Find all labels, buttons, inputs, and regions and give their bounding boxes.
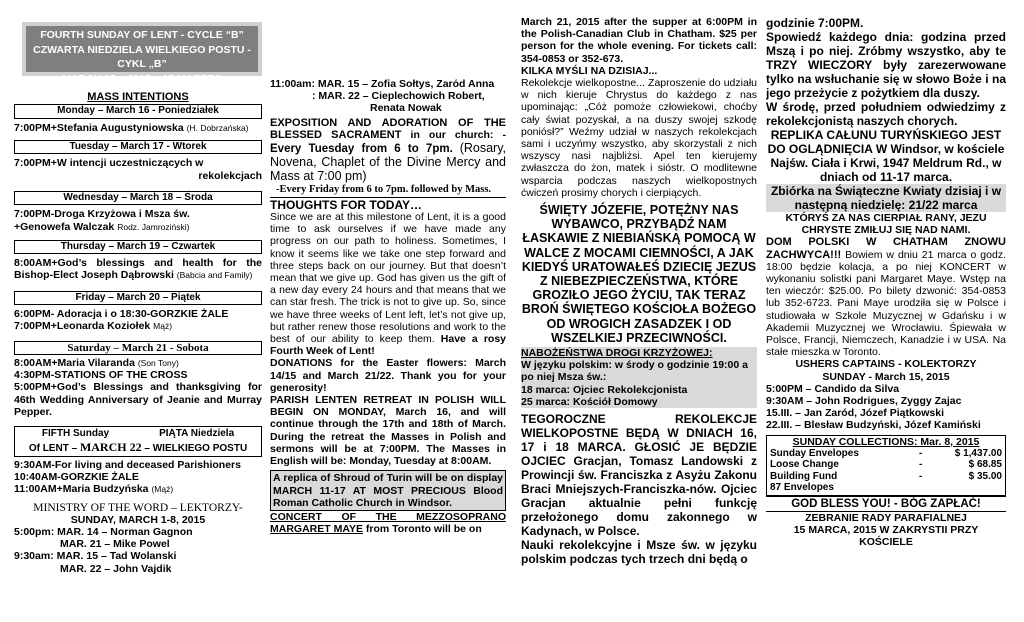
ministry-heading: MINISTRY OF THE WORD – LEKTORZY- (33, 501, 243, 514)
day-header-wednesday: Wednesday – March 18 – Środa (14, 191, 262, 206)
intention-wednesday-1: 7:00PM-Droga Krzyżowa i Msza św. (14, 208, 190, 221)
god-bless-text: GOD BLESS YOU! - BÓG ZAPŁAĆ! (766, 496, 1006, 512)
droga-heading: NABOŻEŃSTWA DROGI KRZYŻOWEJ: (521, 347, 713, 360)
kilka-heading: KILKA MYŚLI NA DZISIAJ... (521, 64, 658, 77)
usher-4: 22.III. – Blesław Budzyński, Józef Kamiński (766, 419, 981, 432)
nauki-text: Nauki rekolekcyjne i Msze św. w języku polskim podczas tych trzech dni będą o (521, 538, 757, 567)
banner-line-2: CZWARTA NIEDZIELA WIELKIEGO POSTU - CYKL „B” (33, 43, 251, 70)
column-2 (270, 0, 506, 622)
intention-sunday-3: 11:00AM+Maria Budzyńska (Mąż) (14, 483, 174, 496)
ushers-heading-2: SUNDAY - March 15, 2015 (822, 370, 950, 383)
intention-friday-1: 6:00PM- Adoracja i o 18:30-GORZKIE ŻALE (14, 308, 229, 321)
intention-saturday-1: 8:00AM+Maria Vilaranda (Son Tony) (14, 357, 179, 370)
spowiedz-text: Spowiedź każdego dnia: godzina przed Mszą i po niej. Zróbmy wszystko, aby te TRZY WIECZORY były zarezerwowane tylko na wsłuchanie się w słowo Boże i na jego przeżycie z pożytkiem dla duszy. (766, 30, 1006, 100)
concert-text: CONCERT OF THE MEZZOSOPRANO MARGARET MAYE from Toronto will be on (270, 510, 506, 536)
kilka-body: Rekolekcje wielkopostne... Zaproszenie do udziału w nich kieruje Chrystus do każdego z nas upominając: „Cóż pomoże człowiekowi, choćby cały świat pozyskał, a na duszy swojej szkodę poniósł?” Weźmy udział w naszych rekolekcjach sami i uczyńmy wszystko, aby skorzystali z nich wszyscy nasi najbliżsi. Apel ten kierujemy zwłaszcza do żon, matek i sióstr. O modlitewne wsparcia podczas naszych wielkopostnych ćwiczeń prosimy chorych i cierpiących. (521, 77, 757, 199)
retreat-text: PARISH LENTEN RETREAT IN POLISH WILL BEGIN ON MONDAY, March 16, and will continue through the 17th and 18th of March. During the retreat the Masses in Polish and sermons will be at 7:00PM. The Masses in English will be: Monday, Tuesday at 8:00AM. (270, 394, 506, 468)
lector-4: MAR. 22 – John Vajdik (60, 562, 172, 575)
intention-thursday: 8:00AM+God’s blessings and health for the Bishop-Elect Joseph Dąbrowski (Babcia and Family) (14, 257, 262, 282)
zbiorka-text: Zbiórka na Świąteczne Kwiaty dzisiaj i w następną niedzielę: 21/22 marca (766, 184, 1006, 212)
intention-monday: 7:00PM+Stefania Augustyniowska (H. Dobrzańska) (14, 121, 249, 134)
collections-box (766, 435, 1006, 496)
intention-saturday-2: 4:30PM-STATIONS OF THE CROSS (14, 369, 188, 382)
thoughts-heading: THOUGHTS FOR TODAY… (270, 197, 423, 212)
ushers-heading-1: USHERS CAPTAINS - KOLEKTORZY (795, 358, 977, 371)
day-header-saturday: Saturday – March 21 - Sobota (14, 341, 262, 356)
collection-row: Sunday Envelopes - $ 1,437.00 (770, 447, 1002, 459)
lector-7: Renata Nowak (370, 102, 442, 115)
usher-2: 9:30AM – John Rodrigues, Zyggy Zajac (766, 395, 962, 408)
usher-3: 15.III. – Jan Zaród, Józef Piątkowski (766, 407, 944, 420)
exposition-friday: -Every Friday from 6 to 7pm. followed by Mass. (270, 184, 506, 198)
exposition-text: EXPOSITION AND ADORATION OF THE BLESSED SACRAMENT in our church: - Every Tuesday from 6 to 7pm. (Rosary, Novena, Chaplet of the Divine Mercy and Mass at 7:00 pm) (270, 116, 506, 184)
day-header-thursday: Thursday – March 19 – Czwartek (14, 240, 262, 255)
droga-2: 18 marca: Ojciec Rekolekcjonista (521, 383, 688, 396)
envelopes-count: 87 Envelopes (770, 482, 834, 494)
lector-1: 5:00pm: MAR. 14 – Norman Gagnon (14, 526, 193, 539)
intention-sunday-2: 10:40AM-GORZKIE ŻALE (14, 471, 139, 484)
column-4 (766, 0, 1006, 622)
column-3 (521, 0, 757, 622)
day-header-tuesday: Tuesday – March 17 - Wtorek (14, 140, 262, 155)
banner-line-3: MARCH 15 – 2015 – 15 MARZEC (62, 72, 222, 85)
lector-5: 11:00am: MAR. 15 – Zofia Sołtys, Zarόd Anna (270, 78, 495, 90)
dom-polski-text: DOM POLSKI W CHATHAM ZNOWU ZACHWYCA!!! Bowiem w dniu 21 marca o godz. 18:00 będzie kolacja, a po niej KONCERT w wykonaniu solistki pani Margaret Maye. Wstęp na ten wieczór: $25.00. Po bilety dzwonić: 354-0853 lub 352-6723. Pani Maye urodziła się w Polsce i studiowała w Szkole Muzycznej w Gdańsku i w Akademii Muzycznej we Wrocławiu. Śpiewała w Polsce, Francji, Niemczech, Kanadzie i w USA. Na stałe mieszka w Toronto. (766, 236, 1006, 359)
zebranie-3: KOŚCIELE (859, 535, 913, 548)
replika-text: REPLIKA CAŁUNU TURYŃSKIEGO JEST DO OGLĄDNIĘCIA W Windsor, w kościele Najśw. Ciała i Krwi, 1947 Meldrum Rd., w dniach od 11-17 marca. (767, 128, 1005, 184)
prayer-st-joseph: ŚWIĘTY JÓZEFIE, POTĘŻNY NAS WYBAWCO, PRZYBĄDŹ NAM ŁASKAWIE Z NIEBIAŃSKĄ POMOCĄ W WALCE Z MOCAMI CIEMNOŚCI, A JAK KIEDYŚ URATOWAŁEŚ DZIECIĘ JEZUS Z NIEBEZPIECZEŃSTWA, KTÓRE GROZIŁO JEGO ŻYCIU, TAK TERAZ BROŃ ŚWIĘTEGO KOŚCIOŁA BOŻEGO OD WROGICH ZASADZEK I OD WSZELKIEJ PRZECIWNOŚCI. (521, 203, 757, 345)
mass-intentions-heading: MASS INTENTIONS (87, 91, 189, 103)
column-1 (14, 0, 262, 622)
day-header-monday: Monday – March 16 - Poniedziałek (14, 104, 262, 119)
droga-box (521, 347, 757, 408)
droga-1: W języku polskim: w środy o godzinie 19:00 a po niej Msza św.: (521, 359, 748, 384)
zebranie-2: 15 MARCA, 2015 W ZAKRYSTII PRZY (793, 523, 979, 536)
day-header-fifth-sunday: FIFTH Sunday PIĄTA Niedziela Of LENT – MARCH 22 – WIELKIEGO POSTU (14, 426, 262, 457)
lector-2: MAR. 21 – Mike Powel (60, 538, 170, 551)
donations-text: DONATIONS for the Easter flowers: March 14/15 and March 21/22. Thank you for your generosity! (270, 357, 506, 394)
intention-saturday-3: 5:00PM+God’s Blessings and thanksgiving for 46th Wedding Anniversary of Jeanie and Murray Pepper. (14, 381, 262, 418)
collections-table (770, 448, 1002, 483)
intention-wednesday-2: +Genowefa Walczak Rodz. Jamroziński) (14, 220, 190, 233)
collections-heading: SUNDAY COLLECTIONS: Mar. 8, 2015 (792, 435, 980, 448)
supper-text: March 21, 2015 after the supper at 6:00PM in the Polish-Canadian Club in Chatham. $25 per person for the whole evening. For tickets call: 354-0853 or 352-673. (521, 16, 757, 65)
shroud-notice: A replica of Shroud of Turin will be on display MARCH 11-17 AT MOST PRECIOUS Blood Roman Catholic Church in Windsor. (270, 470, 506, 511)
usher-1: 5:00PM – Candido da Silva (766, 382, 900, 395)
collection-row: Building Fund - $ 35.00 (770, 470, 1002, 482)
ktorys-text: KTÓRYŚ ZA NAS CIERPIAŁ RANY, JEZU CHRYSTE ZMIŁUJ SIĘ NAD NAMI. (785, 212, 987, 237)
godzinie-text: godzinie 7:00PM. (766, 16, 864, 30)
lector-3: 9:30am: MAR. 15 – Tad Wolanski (14, 550, 177, 563)
intention-tuesday-2: rekolekcjach (198, 169, 262, 182)
ministry-date: SUNDAY, MARCH 1-8, 2015 (70, 513, 206, 526)
intention-friday-2: 7:00PM+Leonarda Koziołek Mąż) (14, 320, 173, 333)
thoughts-body: Since we are at this milestone of Lent, it is a good time to ask ourselves if we have made any progress on our path to holiness. Sometimes, I know it seems like we take one step forward and three steps back on our journey. But that doesn’t mean that we give up. God has given us the gift of a new day every 24 hours and that means that we can star fresh. The trick is not to give up. So, since we have three weeks of Lent left, let’s not give up, but rather renew those resolutions and work to the best of our ability to keep them. Have a rosy Fourth Week of Lent! (270, 211, 506, 358)
tegoroczne-text: TEGOROCZNE REKOLEKCJE WIELKOPOSTNE BĘDĄ W DNIACH 16, 17 i 18 MARCA. GŁOSIĆ JE BĘDZIE OJCIEC Gracjan, Tomasz Landowski z Prowincji św. Franciszka z Asyżu Zakonu Braci Mniejszych-Franciszka-nów. Ojciec Gracjan aktualnie pełni funkcję przełożonego domu zakonnego w Kadynach, w Polsce. (521, 412, 757, 539)
sroda-text: W środę, przed południem odwiedzimy z rekolekcjonistą naszych chorych. (766, 100, 1006, 128)
intention-tuesday-1: 7:00PM+W intencji uczestniczących w (14, 157, 204, 170)
intention-sunday-1: 9:30AM-For living and deceased Parishioners (14, 459, 241, 472)
zebranie-1: ZEBRANIE RADY PARAFIALNEJ (805, 511, 967, 524)
collection-row: Loose Change - $ 68.85 (770, 459, 1002, 471)
banner-line-1: FOURTH SUNDAY OF LENT - CYCLE “B” (40, 29, 244, 41)
day-header-friday: Friday – March 20 – Piątek (14, 291, 262, 306)
droga-3: 25 marca: Kościół Domowy (521, 395, 658, 408)
lector-6: : MAR. 22 – Cieplechowich Robert, (312, 90, 485, 103)
